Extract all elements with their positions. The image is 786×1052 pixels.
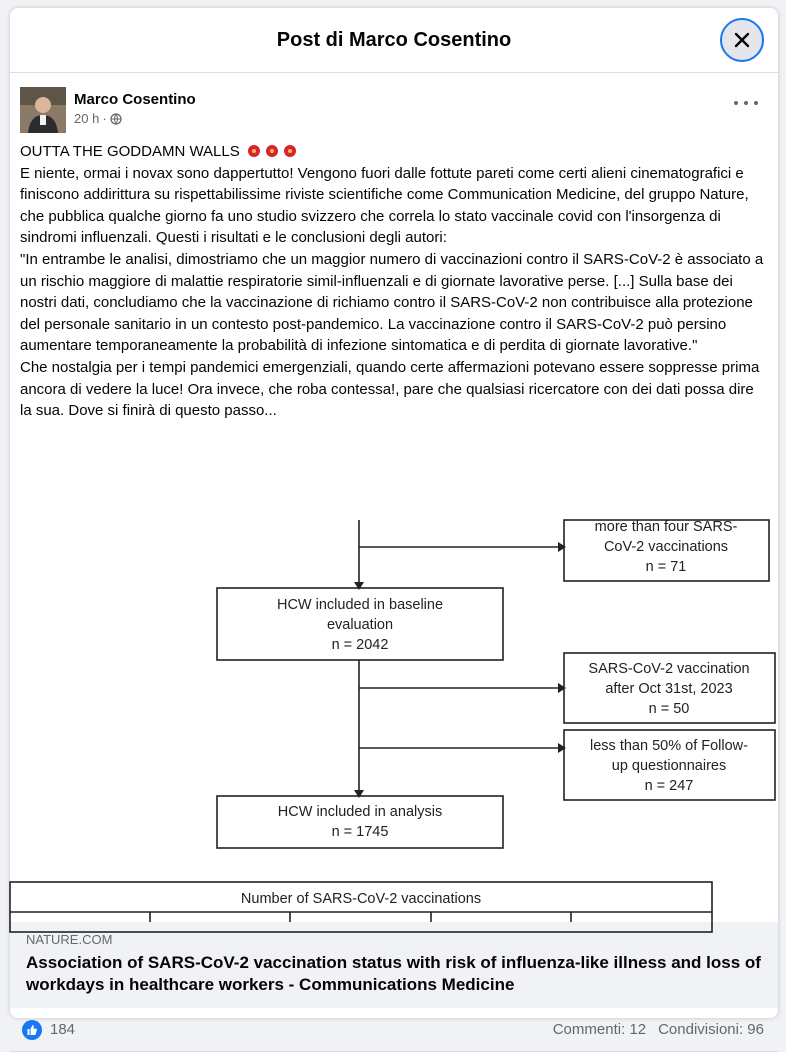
post-body [10,133,778,520]
post-quote: "In entrambe le analisi, dimostriamo che un maggior numero di vaccinazioni contro il SARS-CoV-2 è associato a un rischio maggiore di malattie respiratorie simil-influenzali e di giornate lavorative perse. [...] Sulla base dei nostri dati, concludiamo che la vaccinazione di richiamo contro il SARS-CoV-2 non contribuisce alla protezione del personale sanitario in un contesto post-pandemico. La vaccinazione contro il SARS-CoV-2 può persino aumentare temporaneamente la probabilità di infezione sintomatica e di perdita di giornate lavorative." [20,250,764,355]
flow-text: n = 71 [645,559,687,575]
stats-right [553,1021,764,1038]
author-name[interactable]: Marco Cosentino [74,91,196,108]
close-button[interactable] [720,18,764,62]
flowchart-figure [10,520,778,922]
flow-text: Number of SARS-CoV-2 vaccinations [240,891,482,907]
post-stats [10,1008,778,1052]
more-dot [744,101,748,105]
flow-text: less than 50% of Follow- [590,738,748,754]
flow-text: HCW included in baseline [276,597,444,613]
link-title[interactable]: Association of SARS-CoV-2 vaccination status with risk of influenza-like illness and loss of workdays in healthcare workers - Communications Medicine [26,953,761,994]
flow-text: HCW included in analysis [277,804,443,820]
flow-text: n = 247 [644,778,694,794]
link-preview-image[interactable] [10,520,778,922]
flow-text: n = 50 [648,701,690,717]
flow-text: after Oct 31st, 2023 [605,681,733,697]
headline-text: OUTTA THE GODDAMN WALLS [20,143,240,160]
post-headline [20,141,768,163]
avatar[interactable] [20,87,66,133]
more-dot [754,101,758,105]
flow-text: up questionnaires [611,758,727,774]
post-paragraph: E niente, ormai i novax sono dappertutto! Vengono fuori dalle fottute pareti come certi alieni cinematografici e finiscono addirittura su rispettabilissime riviste scientifiche come Communication Medicine, del gruppo Nature, che pubblica qualche giorno fa uno studio svizzero che correla lo stato vaccinale covid con l'insorgenza di sindromi influenzali. Questi i risultati e le conclusioni degli autori: [20,164,749,247]
more-dot [734,101,738,105]
more-options-button[interactable] [734,95,758,111]
close-icon [732,30,752,50]
flow-text: n = 1745 [331,824,389,840]
link-card[interactable] [10,922,778,1008]
hibiscus-icon [264,144,280,158]
post-meta [74,111,122,126]
post-time[interactable]: 20 h [74,111,100,126]
flow-text: SARS-CoV-2 vaccination [588,661,750,677]
flow-text: CoV-2 vaccinations [603,539,729,555]
modal-header [10,8,778,73]
meta-separator: · [102,111,107,126]
flow-text: more than four SARS- [594,519,738,535]
like-icon [22,1020,42,1040]
link-domain: NATURE.COM [26,932,113,947]
flow-text: evaluation [326,617,394,633]
post-paragraph: Che nostalgia per i tempi pandemici emergenziali, quando certe affermazioni potevano essere soppresse prima ancora di vedere la luce! Ora invece, che roba contessa!, pare che qualsiasi ricercatore con dei dati possa dire la sua. Dove si finirà di questo passo... [20,358,760,420]
hibiscus-icon [282,144,298,158]
globe-icon [110,113,122,125]
hibiscus-icon [246,144,262,158]
shares-count[interactable]: Condivisioni: 96 [658,1021,764,1038]
flow-text: n = 2042 [331,637,389,653]
reactions[interactable] [22,1020,75,1040]
like-count: 184 [50,1021,76,1038]
modal-title: Post di Marco Cosentino [276,28,512,51]
post-modal [10,8,778,1038]
post-header [10,73,778,133]
comments-count[interactable]: Commenti: 12 [552,1021,647,1038]
